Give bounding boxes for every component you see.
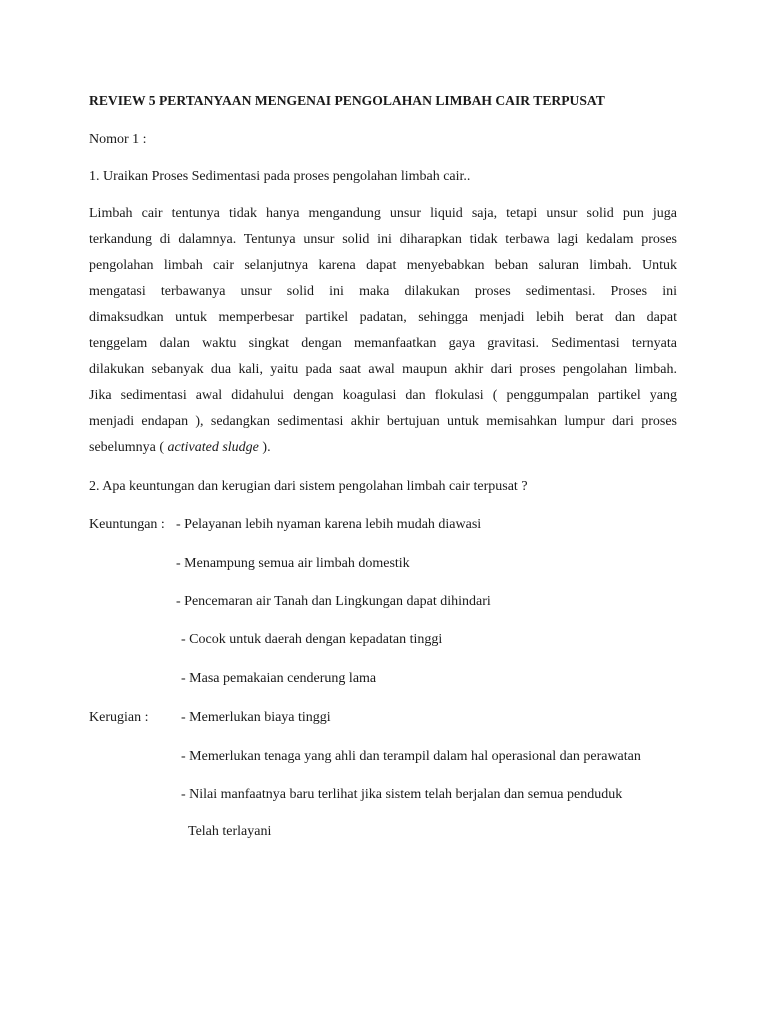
document-title: REVIEW 5 PERTANYAAN MENGENAI PENGOLAHAN LIMBAH CAIR TERPUSAT bbox=[89, 93, 605, 108]
answer-line: Jika sedimentasi awal didahului dengan koagulasi dan flokulasi ( penggumpalan partikel yang bbox=[89, 388, 677, 403]
section-label: Nomor 1 : bbox=[89, 132, 147, 147]
answer-line: mengatasi terbawanya unsur solid ini maka dilakukan proses sedimentasi. Proses ini bbox=[89, 284, 677, 299]
kerugian-item: - Nilai manfaatnya baru terlihat jika sistem telah berjalan dan semua penduduk bbox=[181, 787, 623, 802]
text: sebelumnya ( bbox=[89, 440, 168, 455]
keuntungan-item: - Menampung semua air limbah domestik bbox=[176, 556, 410, 571]
answer-line: menjadi endapan ), sedangkan sedimentasi akhir bertujuan untuk memisahkan lumpur dari proses bbox=[89, 414, 677, 429]
answer-line-last bbox=[89, 439, 271, 457]
italic-term: activated sludge bbox=[167, 440, 259, 455]
question-2: 2. Apa keuntungan dan kerugian dari sistem pengolahan limbah cair terpusat ? bbox=[89, 479, 528, 494]
keuntungan-item: - Masa pemakaian cenderung lama bbox=[181, 671, 377, 686]
keuntungan-item: - Pencemaran air Tanah dan Lingkungan dapat dihindari bbox=[176, 594, 491, 609]
kerugian-continuation: Telah terlayani bbox=[188, 824, 272, 839]
answer-line: dimaksudkan untuk memperbesar partikel padatan, sehingga menjadi lebih berat dan dapat bbox=[89, 310, 677, 325]
answer-line: Limbah cair tentunya tidak hanya mengandung unsur liquid saja, tetapi unsur solid pun juga bbox=[89, 206, 677, 221]
answer-line: terkandung di dalamnya. Tentunya unsur solid ini diharapkan tidak terbawa lagi kedalam proses bbox=[89, 232, 677, 247]
text: ). bbox=[258, 440, 271, 455]
question-1: 1. Uraikan Proses Sedimentasi pada proses pengolahan limbah cair.. bbox=[89, 169, 471, 184]
keuntungan-item: - Cocok untuk daerah dengan kepadatan tinggi bbox=[181, 632, 443, 647]
answer-line: tenggelam dalan waktu singkat dengan memanfaatkan gaya gravitasi. Sedimentasi ternyata bbox=[89, 336, 677, 351]
keuntungan-label: Keuntungan : bbox=[89, 517, 165, 532]
answer-line: dilakukan sebanyak dua kali, yaitu pada saat awal maupun akhir dari proses pengolahan limbah. bbox=[89, 362, 677, 377]
keuntungan-item: - Pelayanan lebih nyaman karena lebih mudah diawasi bbox=[176, 517, 482, 532]
answer-line: pengolahan limbah cair selanjutnya karena dapat menyebabkan beban saluran limbah. Untuk bbox=[89, 258, 677, 273]
kerugian-label: Kerugian : bbox=[89, 710, 149, 725]
kerugian-item: - Memerlukan biaya tinggi bbox=[181, 710, 331, 725]
kerugian-item: - Memerlukan tenaga yang ahli dan terampil dalam hal operasional dan perawatan bbox=[181, 749, 641, 764]
